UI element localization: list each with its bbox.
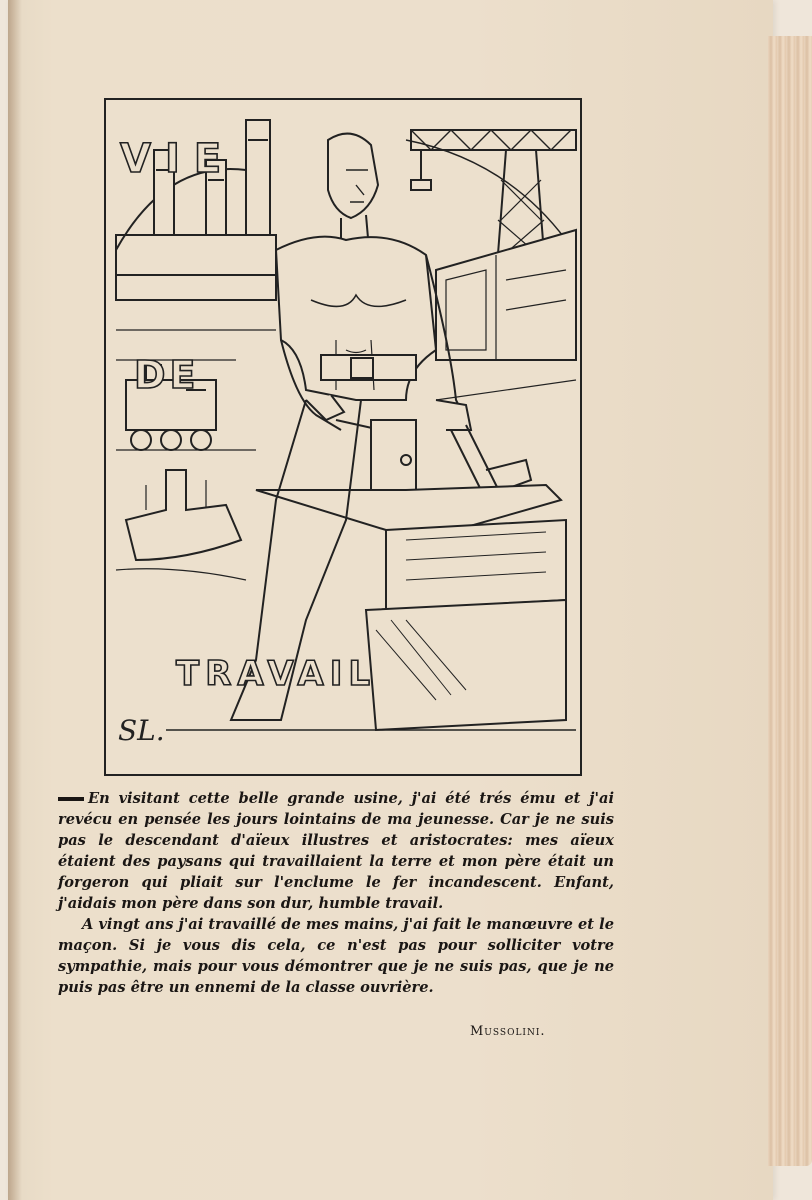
quote-paragraph-2: A vingt ans j'ai travaillé de mes mains, j'ai fait le manœuvre et le maçon. Si je vous dis cela, ce n'est pas pour solliciter votre sympathie, mais pour vous démontrer que je ne suis pas, que je ne puis pas être un ennemi de la classe ouvrière.	[58, 916, 614, 996]
page-edges	[768, 36, 812, 1166]
artist-monogram: SL.	[118, 714, 165, 747]
title-word-travail: TRAVAIL	[176, 654, 377, 694]
worker-illustration	[106, 100, 580, 774]
signature: Mussolini.	[470, 1024, 546, 1039]
illustration-frame	[104, 98, 582, 776]
title-word-de: DE	[134, 353, 200, 397]
quote-text	[58, 788, 614, 998]
spine-shadow	[8, 0, 22, 1200]
quote-paragraph-1: En visitant cette belle grande usine, j'ai été trés ému et j'ai revécu en pensée les jours lointains de ma jeunesse. Car je ne suis pas le descendant d'aïeux illustres et aristocrates: mes aïeux étaient des paysans qui travaillaient la terre et mon père était un forgeron qui pliait sur l'enclume le fer incandescent. Enfant, j'aidais mon père dans son dur, humble travail.	[58, 790, 614, 912]
title-word-vie: VIE	[120, 136, 236, 182]
